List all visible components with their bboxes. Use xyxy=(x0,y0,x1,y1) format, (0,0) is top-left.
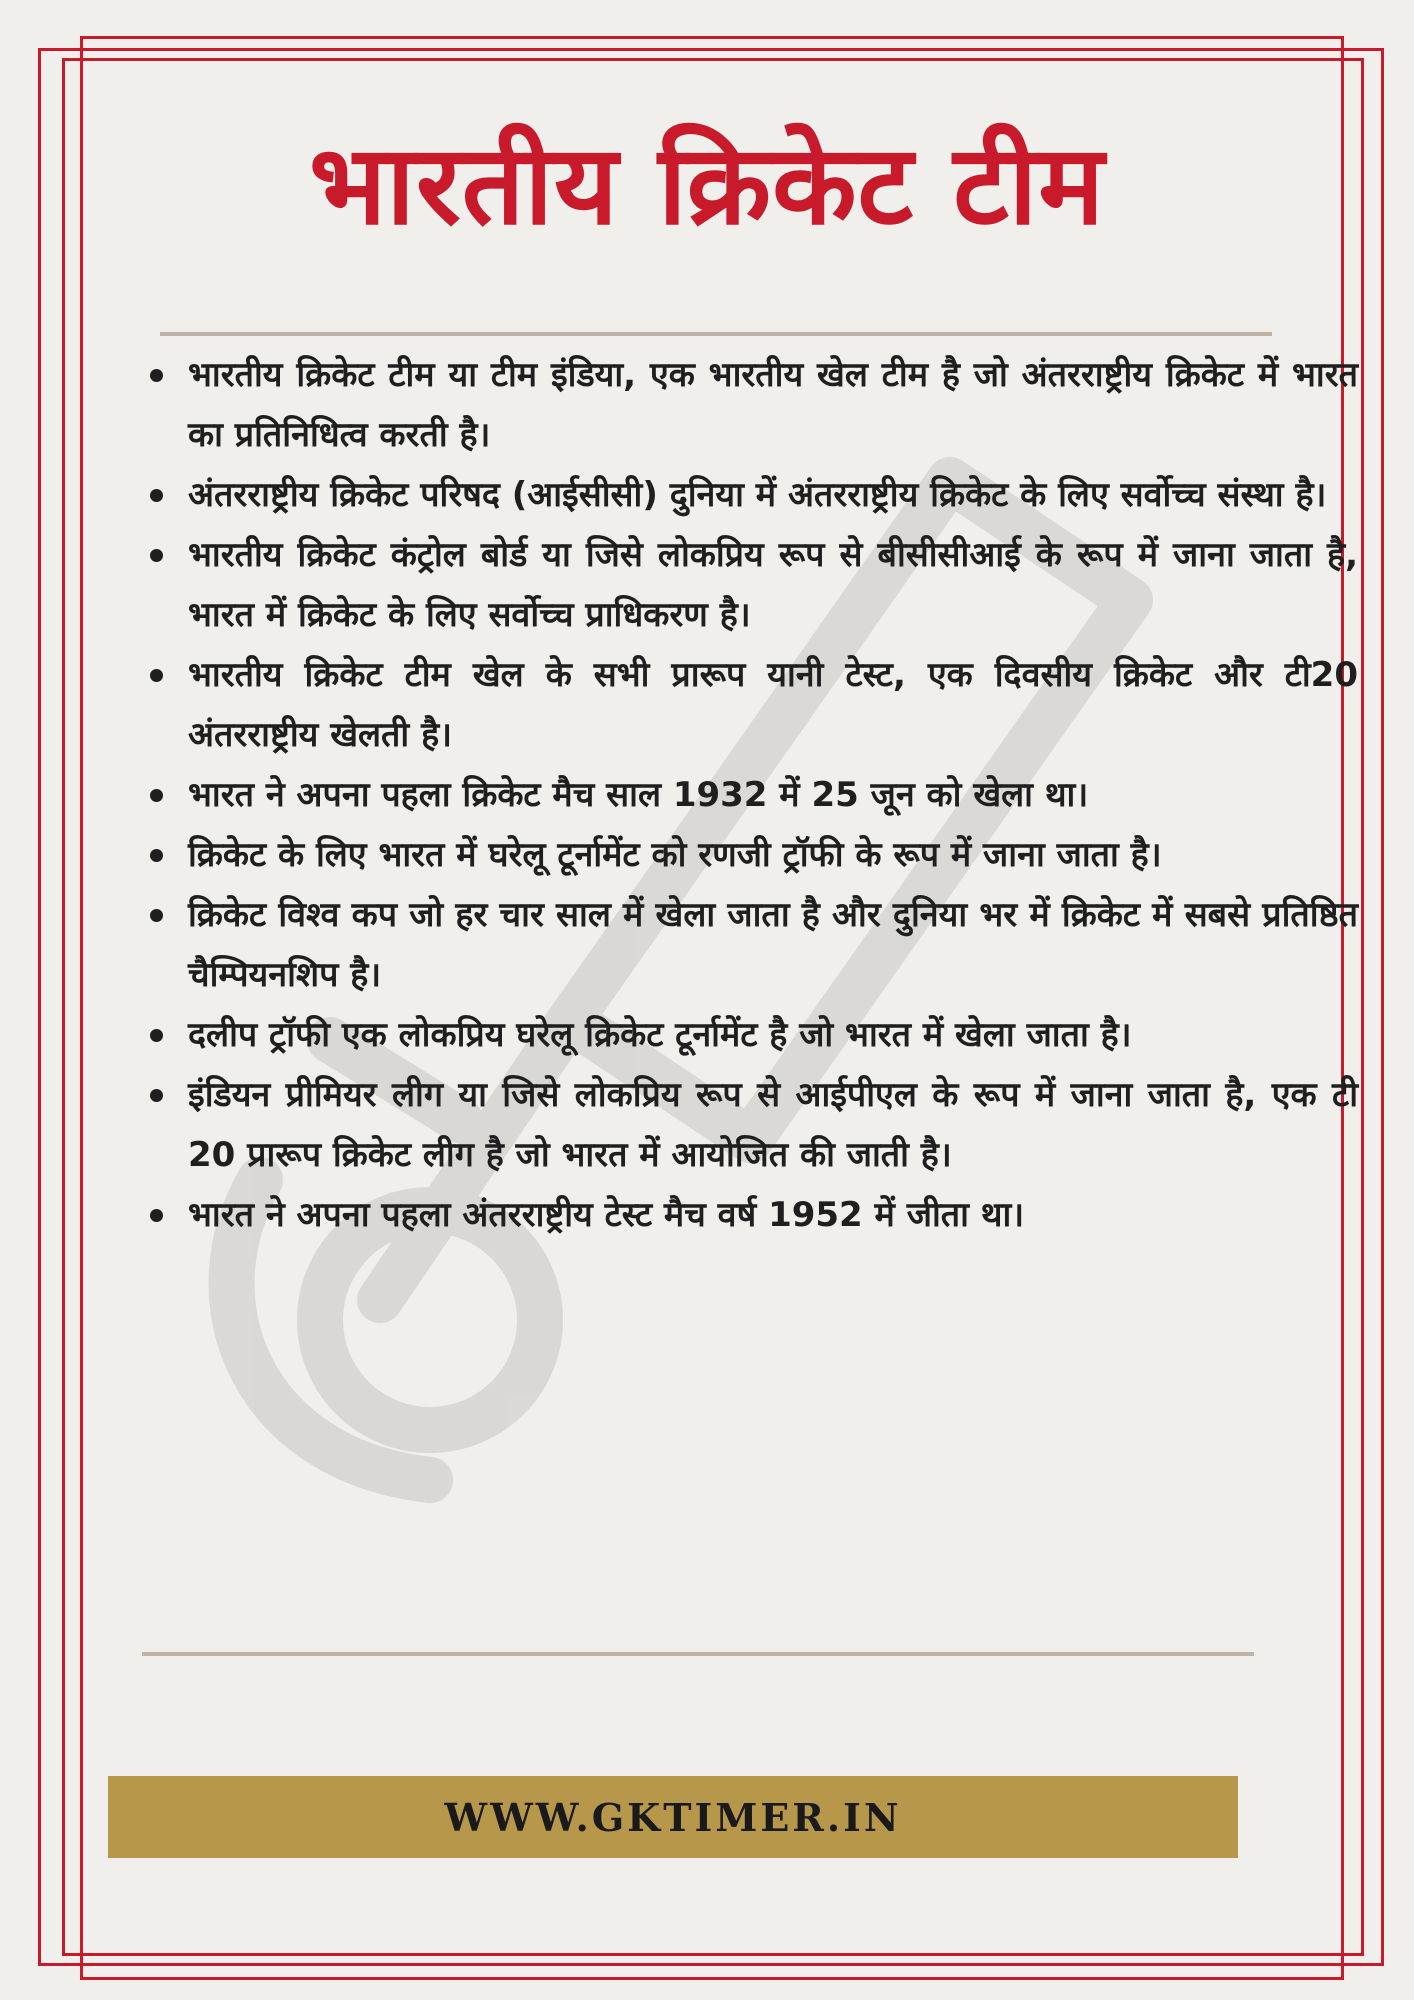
list-item: इंडियन प्रीमियर लीग या जिसे लोकप्रिय रूप से आईपीएल के रूप में जाना जाता है, एक टी 20 प्रारूप क्रिकेट लीग है जो भारत में आयोजित की जाती है। xyxy=(188,1065,1358,1185)
list-item: अंतरराष्ट्रीय क्रिकेट परिषद (आईसीसी) दुनिया में अंतरराष्ट्रीय क्रिकेट के लिए सर्वोच्च संस्था है। xyxy=(188,465,1358,525)
divider-bottom xyxy=(142,1652,1254,1656)
list-item: भारतीय क्रिकेट टीम या टीम इंडिया, एक भारतीय खेल टीम है जो अंतरराष्ट्रीय क्रिकेट में भारत का प्रतिनिधित्व करती है। xyxy=(188,345,1358,465)
list-item: क्रिकेट विश्व कप जो हर चार साल में खेला जाता है और दुनिया भर में क्रिकेट में सबसे प्रतिष्ठित चैम्पियनशिप है। xyxy=(188,885,1358,1005)
website-link[interactable]: WWW.GKTIMER.IN xyxy=(444,1794,902,1840)
fact-list xyxy=(140,345,1358,1245)
list-item: भारत ने अपना पहला अंतरराष्ट्रीय टेस्ट मैच वर्ष 1952 में जीता था। xyxy=(188,1185,1358,1245)
list-item: भारतीय क्रिकेट टीम खेल के सभी प्रारूप यानी टेस्ट, एक दिवसीय क्रिकेट और टी20 अंतरराष्ट्रीय खेलती है। xyxy=(188,645,1358,765)
list-item: भारतीय क्रिकेट कंट्रोल बोर्ड या जिसे लोकप्रिय रूप से बीसीसीआई के रूप में जाना जाता है, भारत में क्रिकेट के लिए सर्वोच्च प्राधिकरण है। xyxy=(188,525,1358,645)
list-item: क्रिकेट के लिए भारत में घरेलू टूर्नामेंट को रणजी ट्रॉफी के रूप में जाना जाता है। xyxy=(188,825,1358,885)
footer-banner xyxy=(108,1776,1238,1858)
divider-top xyxy=(160,332,1272,336)
list-item: दलीप ट्रॉफी एक लोकप्रिय घरेलू क्रिकेट टूर्नामेंट है जो भारत में खेला जाता है। xyxy=(188,1005,1358,1065)
page-title: भारतीय क्रिकेट टीम xyxy=(309,121,1105,249)
list-item: भारत ने अपना पहला क्रिकेट मैच साल 1932 में 25 जून को खेला था। xyxy=(188,765,1358,825)
